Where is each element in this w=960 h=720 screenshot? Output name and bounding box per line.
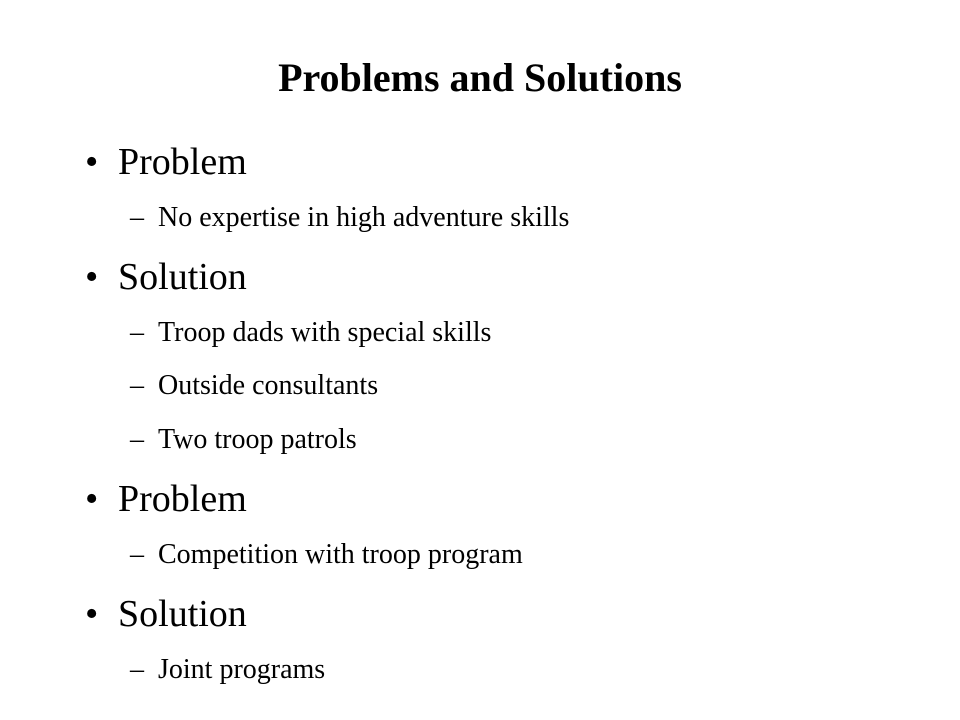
bullet-icon: • xyxy=(85,593,99,635)
dash-icon: – xyxy=(130,317,144,348)
sub-item-text: No expertise in high adventure skills xyxy=(158,202,570,233)
bullet-text: Solution xyxy=(118,256,247,298)
bullet-item-solution xyxy=(0,255,960,299)
bullet-text: Problem xyxy=(118,478,247,520)
sub-item xyxy=(0,201,960,235)
dash-icon: – xyxy=(130,424,144,455)
dash-icon: – xyxy=(130,370,144,401)
bullet-item-problem xyxy=(0,140,960,184)
sub-item-text: Competition with troop program xyxy=(158,539,523,570)
sub-item xyxy=(0,538,960,572)
sub-item-text: Joint programs xyxy=(158,654,326,685)
sub-item-text: Outside consultants xyxy=(158,370,379,401)
sub-item xyxy=(0,653,960,687)
dash-icon: – xyxy=(130,654,144,685)
bullet-item-solution xyxy=(0,592,960,636)
bullet-icon: • xyxy=(85,478,99,520)
bullet-text: Solution xyxy=(118,593,247,635)
dash-icon: – xyxy=(130,202,144,233)
sub-item-text: Two troop patrols xyxy=(158,424,357,455)
slide-title: Problems and Solutions xyxy=(278,55,682,100)
bullet-item-problem xyxy=(0,477,960,521)
sub-item xyxy=(0,423,960,457)
sub-item-text: Troop dads with special skills xyxy=(158,317,492,348)
bullet-icon: • xyxy=(85,256,99,298)
sub-item xyxy=(0,369,960,403)
sub-item xyxy=(0,316,960,350)
bullet-text: Problem xyxy=(118,141,247,183)
bullet-icon: • xyxy=(85,141,99,183)
dash-icon: – xyxy=(130,539,144,570)
